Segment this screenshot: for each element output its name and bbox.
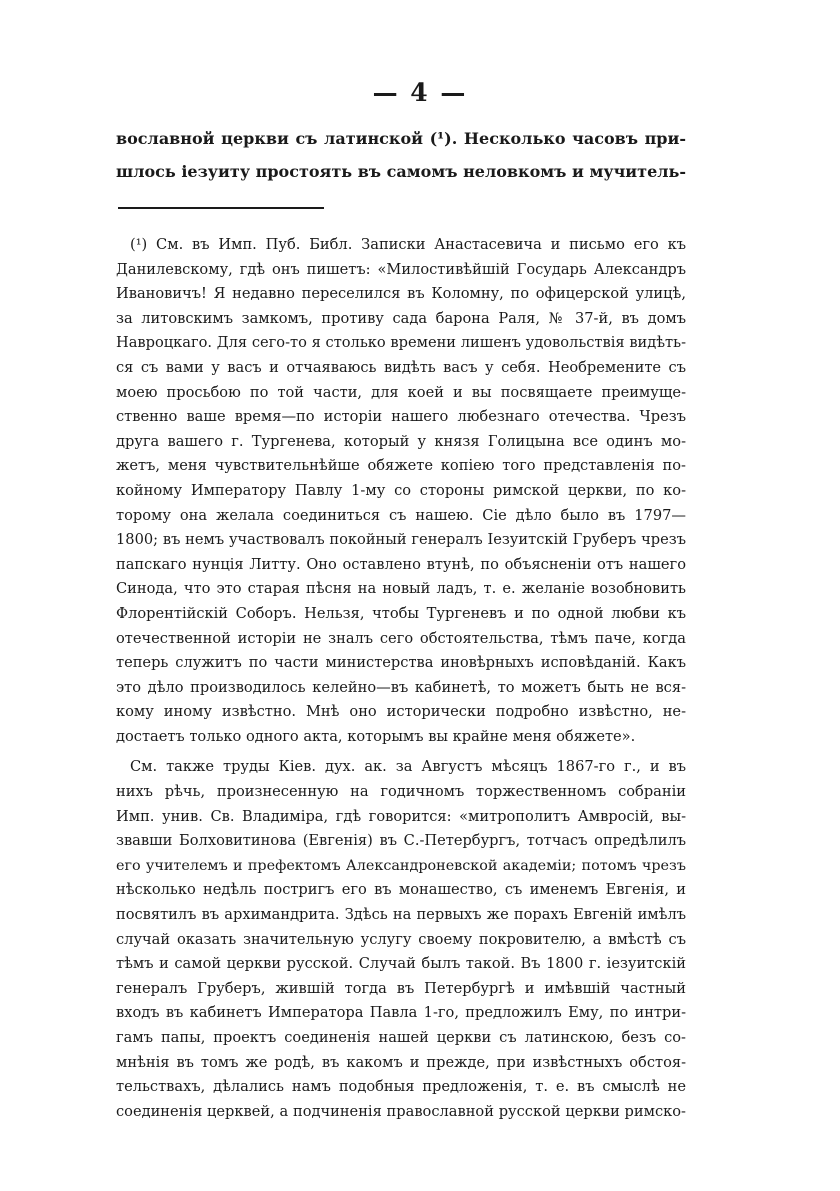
footnote-line: мнѣнія въ томъ же родѣ, въ какомъ и прежде, при извѣстныхъ обстоя- [116, 1053, 686, 1071]
footnote-line: 1800; въ немъ участвовалъ покойный генералъ Іезуитскій Груберъ чрезъ [116, 531, 686, 549]
footnote-divider [118, 207, 324, 209]
footnote-line: соединенія церквей, а подчиненія православной русской церкви римско- [116, 1102, 686, 1120]
footnote-line: за литовскимъ замкомъ, противу сада барона Раля, № 37-й, въ домъ [116, 309, 686, 327]
footnote-line: ственно ваше время—по исторіи нашего любезнаго отечества. Чрезъ [116, 408, 686, 426]
footnote-line: случай оказать значительную услугу своему покровителю, а вмѣстѣ съ [116, 930, 686, 948]
footnote-line: жетъ, меня чувствительнѣйше обяжете копіею того представленія по- [116, 457, 686, 475]
footnote-paragraph-1 [116, 233, 686, 749]
footnote-line: См. также труды Кіев. дух. ак. за Августъ мѣсяцъ 1867-го г., и въ [130, 758, 686, 776]
footnote-line: кому иному извѣстно. Мнѣ оно исторически подробно извѣстно, не- [116, 703, 686, 721]
footnote-line: друга вашего г. Тургенева, который у князя Голицына все одинъ мо- [116, 432, 686, 450]
footnote-line: отечественной исторіи не зналъ сего обстоятельства, тѣмъ паче, когда [116, 629, 686, 647]
footnote-line: теперь служитъ по части министерства иновѣрныхъ исповѣданій. Какъ [116, 654, 686, 672]
footnote-line: посвятилъ въ архимандрита. Здѣсь на первыхъ же порахъ Евгеній имѣлъ [116, 906, 686, 924]
footnote-line: Флорентійскій Соборъ. Нельзя, чтобы Тургеневъ и по одной любви къ [116, 604, 686, 622]
main-text-line: вославной церкви съ латинской (¹). Несколько часовъ при- [116, 129, 686, 148]
footnote-line: Данилевскому, гдѣ онъ пишетъ: «Милостивѣйшій Государь Александръ [116, 260, 686, 278]
footnote-line: его учителемъ и префектомъ Александроневской академіи; потомъ чрезъ [116, 857, 686, 874]
footnote-line: (¹) См. въ Имп. Пуб. Библ. Записки Анастасевича и письмо его къ [130, 236, 686, 253]
footnote-line: папскаго нунція Литту. Оно оставлено втунѣ, по объясненіи отъ нашего [116, 555, 686, 573]
footnote-line: достаетъ только одного акта, которымъ вы крайне меня обяжете». [116, 727, 636, 745]
footnote-line: торому она желала соединиться съ нашею. Сіе дѣло было въ 1797— [116, 506, 686, 524]
footnote-line: Имп. унив. Св. Владиміра, гдѣ говорится: «митрополитъ Амвросій, вы- [116, 807, 686, 825]
main-text-line: шлось іезуиту простоять въ самомъ неловкомъ и мучитель- [116, 162, 687, 181]
footnote-line: Синода, что это старая пѣсня на новый ладъ, т. е. желаніе возобновить [116, 580, 686, 598]
footnote-line: звавши Болховитинова (Евгенія) въ С.-Петербургъ, тотчасъ опредѣлилъ [116, 832, 686, 850]
main-text [116, 122, 686, 188]
footnote-line: койному Императору Павлу 1-му со стороны римской церкви, по ко- [116, 481, 686, 499]
footnote-line: нихъ рѣчь, произнесенную на годичномъ торжественномъ собраніи [116, 783, 686, 801]
footnote [116, 233, 686, 1124]
footnote-line: генералъ Груберъ, жившій тогда въ Петербургѣ и имѣвшій частный [116, 979, 686, 997]
footnote-line: нѣсколько недѣль постригъ его въ монашество, съ именемъ Евгенія, и [116, 881, 686, 899]
footnote-line: тельствахъ, дѣлались намъ подобныя предложенія, т. е. въ смыслѣ не [116, 1078, 686, 1096]
footnote-line: Ивановичъ! Я недавно переселился въ Коломну, по офицерской улицѣ, [116, 285, 686, 303]
footnote-paragraph-2 [116, 755, 686, 1124]
footnote-line: ся съ вами у васъ и отчаяваюсь видѣть васъ у себя. Необремените съ [116, 358, 686, 376]
page-number: — 4 — [372, 78, 468, 107]
footnote-line: тѣмъ и самой церкви русской. Случай былъ такой. Въ 1800 г. іезуитскій [116, 955, 686, 973]
footnote-line: гамъ папы, проектъ соединенія нашей церкви съ латинскою, безъ со- [116, 1029, 686, 1046]
footnote-line: входъ въ кабинетъ Императора Павла 1-го, предложилъ Ему, по интри- [116, 1004, 686, 1022]
footnote-line: это дѣло производилось келейно—въ кабинетѣ, то можетъ быть не вся- [116, 678, 686, 696]
footnote-line: моею просьбою по той части, для коей и вы посвящаете преимуще- [116, 383, 686, 401]
footnote-line: Навроцкаго. Для сего-то я столько времени лишенъ удовольствія видѣть- [116, 334, 686, 352]
